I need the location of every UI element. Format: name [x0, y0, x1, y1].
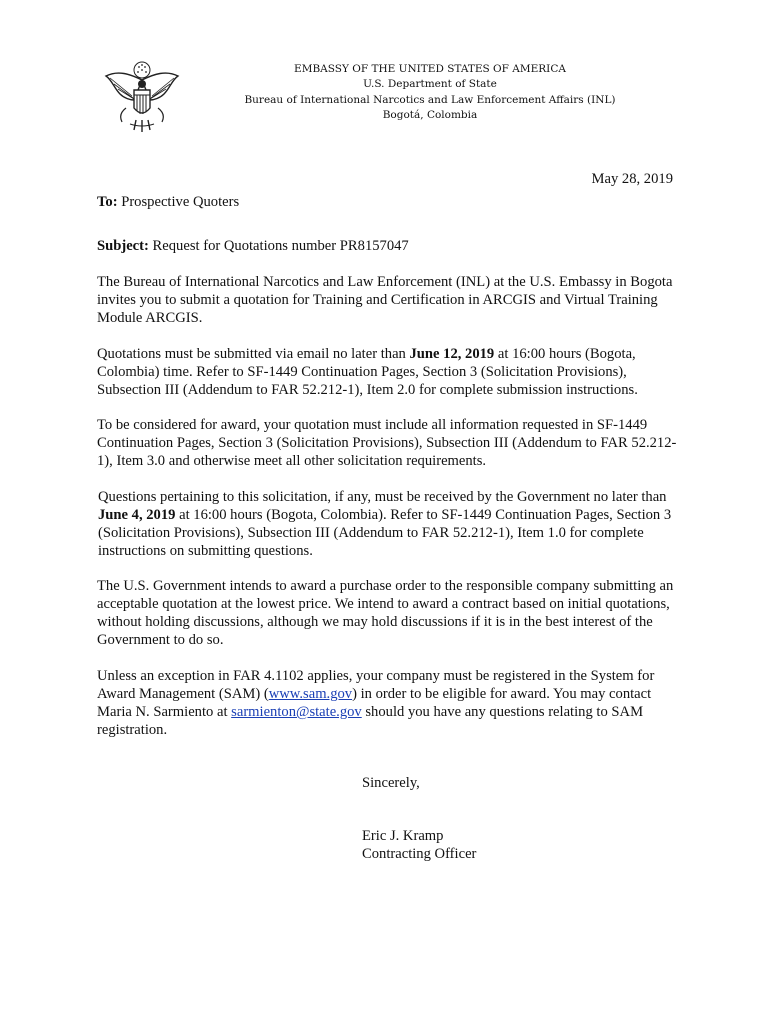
- letterhead-embassy: EMBASSY OF THE UNITED STATES OF AMERICA: [294, 63, 566, 75]
- subject-value: Request for Quotations number PR8157047: [148, 238, 409, 254]
- to-line: [97, 193, 682, 211]
- questions-deadline-date: June 4, 2019: [98, 507, 176, 523]
- paragraph-award-intent: The U.S. Government intends to award a purchase order to the responsible company submitting an acceptable quotation at the lowest price. We intend to award a contract based on initial quotations, without holding discussions, although we may hold discussions if it is in the best interest of the Government to do so.: [97, 578, 674, 648]
- email-link[interactable]: sarmienton@state.gov: [231, 704, 362, 720]
- letterhead-bureau: Bureau of International Narcotics and Law Enforcement Affairs (INL): [244, 93, 616, 106]
- to-label: To:: [97, 194, 118, 210]
- embassy-seal-icon: [100, 58, 184, 142]
- letterhead-department: U.S. Department of State: [363, 78, 497, 91]
- paragraph-submission-deadline: [97, 345, 682, 399]
- to-value: Prospective Quoters: [117, 194, 240, 210]
- subject-line: [97, 237, 682, 255]
- paragraph-intro: The Bureau of International Narcotics and Law Enforcement (INL) at the U.S. Embassy in Bogota invites you to submit a quotation for Training and Certification in ARCGIS and Virtual Training Module ARCGIS.: [97, 274, 673, 326]
- subject-label: Subject:: [97, 238, 149, 254]
- paragraph-text: Quotations must be submitted via email no later than: [97, 346, 410, 362]
- signer-name: Eric J. Kramp: [362, 828, 444, 844]
- submission-deadline-date: June 12, 2019: [409, 346, 495, 362]
- letter-date: May 28, 2019: [591, 171, 673, 187]
- paragraph-text: Unless an exception in FAR 4.1102 applies, your company must be registered in the System for Award Management (SAM) (: [97, 668, 655, 702]
- signer-title: Contracting Officer: [362, 846, 477, 862]
- paragraph-text: Questions pertaining to this solicitation, if any, must be received by the Government no later than: [98, 489, 667, 505]
- letterhead: [230, 62, 630, 124]
- paragraph-sam-registration: [97, 667, 682, 739]
- paragraph-text: at 16:00 hours (Bogota, Colombia). Refer to SF-1449 Continuation Pages, Section 3 (Solicitation Provisions), Subsection III (Addendum to FAR 52.212-1), Item 1.0 for complete instructions on submitting questions.: [98, 507, 672, 559]
- letterhead-location: Bogotá, Colombia: [382, 109, 478, 122]
- paragraph-text: ) in order to be eligible for award. You may contact Maria N. Sarmiento at: [97, 686, 652, 720]
- closing: Sincerely,: [362, 775, 420, 791]
- sam-link[interactable]: www.sam.gov: [268, 686, 353, 702]
- paragraph-award-requirements: To be considered for award, your quotation must include all information requested in SF-1449 Continuation Pages, Section 3 (Solicitation Provisions), Subsection III (Addendum to FAR 52.212-1), Item 3.0 and otherwise meet all other solicitation requirements.: [97, 417, 677, 469]
- paragraph-text: at 16:00 hours (Bogota, Colombia) time. Refer to SF-1449 Continuation Pages, Section 3 (Solicitation Provisions), Subsection III (Addendum to FAR 52.212-1), Item 2.0 for complete submission instructions.: [97, 346, 638, 398]
- paragraph-questions-deadline: [98, 488, 683, 560]
- paragraph-text: should you have any questions relating to SAM registration.: [97, 704, 644, 738]
